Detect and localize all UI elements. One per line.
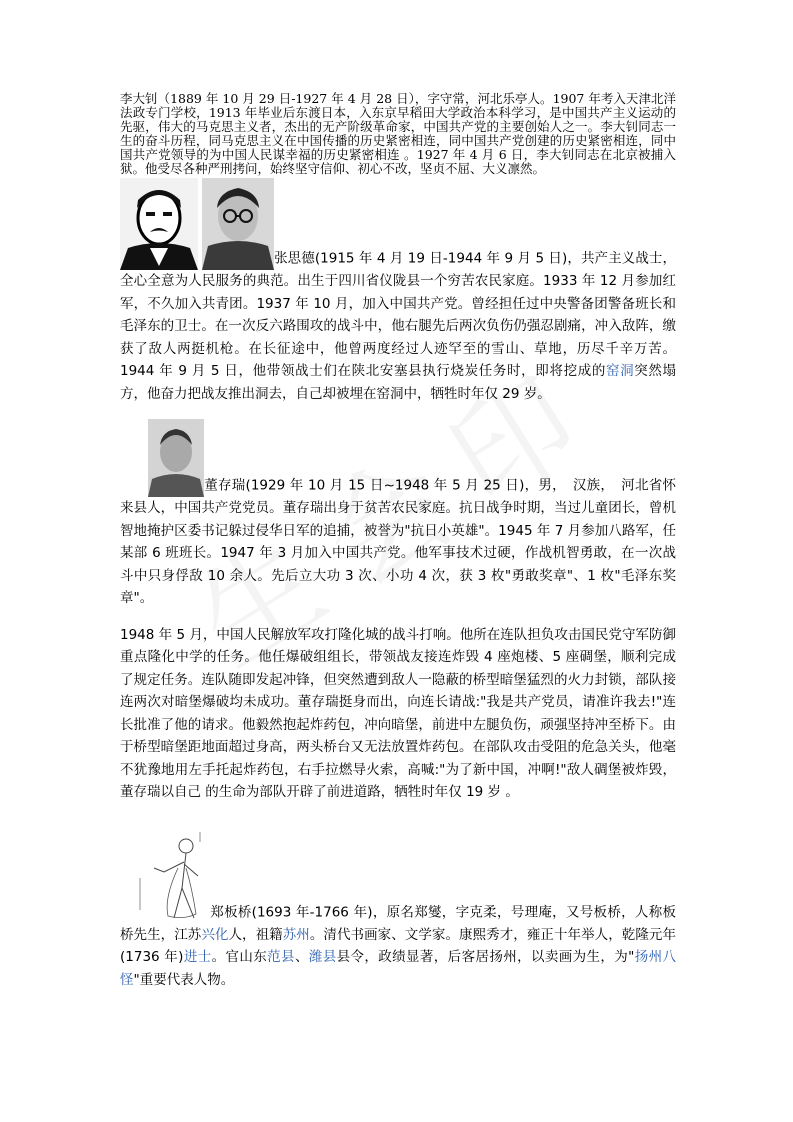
link-suzhou[interactable]: 苏州 [282,926,310,943]
link-yangzhou-baguai[interactable]: 扬州八怪 [120,949,677,988]
link-jinshi[interactable]: 进士 [183,949,212,965]
li-dazhao-portrait [120,178,198,270]
link-weixian[interactable]: 潍县 [308,949,337,965]
zheng-banqiao-paragraph: 郑板桥(1693 年-1766 年)，原名郑燮，字克柔，号理庵，又号板桥，人称板桥先生，江苏兴化人，祖籍苏州。清代书画家、文学家。康熙秀才，雍正十年举人，乾隆元年(1736 年)进士。官山东范县、潍县县令，政绩显著，后客居扬州，以卖画为生，为"扬州八怪"重要代表人物。 [120,828,676,992]
link-fanxian[interactable]: 范县 [267,949,295,965]
li-dazhao-paragraph: 李大钊（1889 年 10 月 29 日-1927 年 4 月 28 日），字守常，河北乐亭人。1907 年考入天津北洋法政专门学校，1913 年毕业后东渡日本，入东京早稻田大学政治本科学习，是中国共产主义运动的先驱，伟大的马克思主义者，杰出的无产阶级革命家，中国共产党的主要创始人之一。李大钊同志一生的奋斗历程，同马克思主义在中国传播的历史紧密相连，同中国共产党创建的历史紧密相连，同中国共产党领导的为中国人民谋幸福的历史紧密相连 。1927 年 4 月 6 日，李大钊同志在北京被捕入狱。他受尽各种严刑拷问，始终坚守信仰、初心不改，坚贞不屈、大义凛然。 [120,91,676,176]
zhang-side-paragraph: 张思德(1915 年 4 月 19 日-1944 年 9 月 5 日)，共产主义战士，全心全意为人民服务的典范。出生于四川省仪陇县一个穷苦农民家庭。1933 年 12 月参加红军，不久加入共青团。1937 年 10 月，加入中国共产党。曾经担任过中央警备团警备班长和毛泽东的卫士。在一次反六路围攻的战斗中，他右腿先后两次负伤仍强忍剧痛，冲入敌阵，缴获了敌人两挺机枪。在长征途中，他曾两度经过人迹罕至的雪山、草地，历尽千辛万苦。1944 年 9 月 5 日，他带领战士们在陕北安塞县执行烧炭任务时，即将挖成的窑洞突然塌方，他奋力把战友推出洞去，自己却被埋在窑洞中，牺牲时年仅 29 岁。 [120,178,676,405]
zheng-banqiao-sketch [134,828,210,924]
link-yaodong[interactable]: 窑洞 [605,363,635,379]
dong-cunrui-portrait [148,419,204,497]
zhang-side-portrait [202,178,274,270]
dong-cunrui-paragraph: 董存瑞(1929 年 10 月 15 日~1948 年 5 月 25 日)，男， 汉族， 河北省怀来县人，中国共产党党员。董存瑞出身于贫苦农民家庭。抗日战争时期，当过儿童团长，曾机智地掩护区委书记躲过侵华日军的追捕，被誉为"抗日小英雄"。1945 年 7 月参加八路军，任某部 6 班班长。1947 年 3 月加入中国共产党。他军事技术过硬，作战机智勇敢，在一次战斗中只身俘敌 10 余人。先后立大功 3 次、小功 4 次，获 3 枚"勇敢奖章"、1 枚"毛泽东奖章"。 [120,419,676,610]
document-page [120,92,676,991]
link-xinghua[interactable]: 兴化 [201,926,229,943]
dong-cunrui-battle-paragraph: 1948 年 5 月，中国人民解放军攻打隆化城的战斗打响。他所在连队担负攻击国民党守军防御重点隆化中学的任务。他任爆破组组长，带领战友接连炸毁 4 座炮楼、5 座碉堡，顺利完成了规定任务。连队随即发起冲锋，但突然遭到敌人一隐蔽的桥型暗堡猛烈的火力封锁，部队接连两次对暗堡爆破均未成功。董存瑞挺身而出，向连长请战:"我是共产党员，请准许我去!"连长批准了他的请求。他毅然抱起炸药包，冲向暗堡，前进中左腿负伤，顽强坚持冲至桥下。由于桥型暗堡距地面超过身高，两头桥台又无法放置炸药包。在部队攻击受阻的危急关头，他毫不犹豫地用左手托起炸药包，右手拉燃导火索，高喊:"为了新中国，冲啊!"敌人碉堡被炸毁，董存瑞以自己 的生命为部队开辟了前进道路，牺牲时年仅 19 岁 。 [120,626,676,800]
